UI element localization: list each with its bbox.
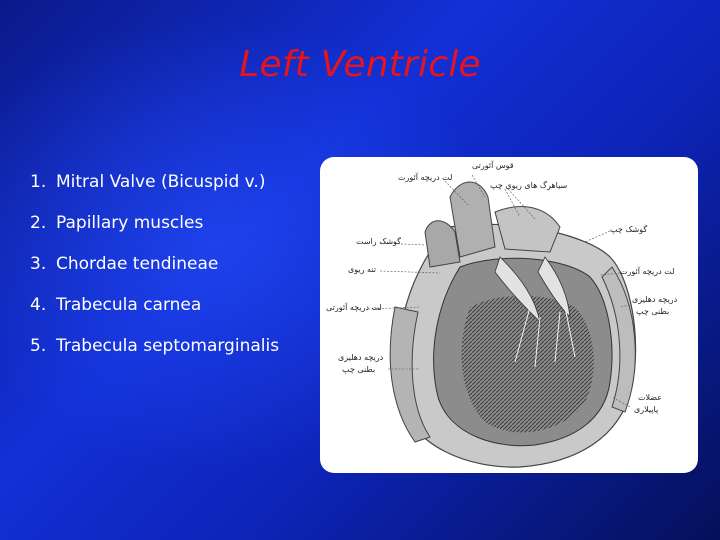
slide-title: Left Ventricle <box>239 44 481 85</box>
label-pulmonary-trunk: تنه ریوی <box>348 265 376 274</box>
list-item <box>30 172 279 213</box>
list-number: 3. <box>30 254 47 274</box>
list-text: Papillary muscles <box>56 213 204 233</box>
list-text: Mitral Valve (Bicuspid v.) <box>56 172 266 192</box>
list-number: 2. <box>30 213 47 233</box>
list-item <box>30 213 279 254</box>
label-left-auricle: گوشک چپ <box>610 225 648 234</box>
label-mitral-valve-right-2: بطنی چپ <box>636 307 670 316</box>
label-papillary-1: عضلات <box>638 393 663 402</box>
list-number: 1. <box>30 172 47 192</box>
list-number: 4. <box>30 295 47 315</box>
heart-illustration <box>320 157 698 473</box>
structure-list <box>30 172 279 377</box>
label-right-auricle: گوشک راست <box>356 237 401 246</box>
label-mitral-valve-right-1: دریچه دهلیزی <box>632 295 678 304</box>
list-item <box>30 295 279 336</box>
label-mitral-valve-left-2: بطنی چپ <box>342 365 376 374</box>
label-aortic-arch: قوس آئورتی <box>472 161 514 170</box>
list-text: Chordae tendineae <box>56 254 219 274</box>
label-aortic-valve-right: لت دریچه آئورت <box>620 267 675 276</box>
list-number: 5. <box>30 336 47 356</box>
list-text: Trabecula septomarginalis <box>56 336 280 356</box>
label-pulmonary-veins: سیاهرگ های ریوی چپ <box>490 181 568 190</box>
label-mitral-valve-left-1: دریچه دهلیزی <box>338 353 384 362</box>
list-item <box>30 336 279 377</box>
label-papillary-2: پاپیلاری <box>634 405 659 414</box>
label-aortic-valve-left: لت دریچه آئورتی <box>326 303 382 312</box>
list-item <box>30 254 279 295</box>
list-text: Trabecula carnea <box>56 295 202 315</box>
label-aortic-valve-top: لت دریچه آئورت <box>398 173 453 182</box>
